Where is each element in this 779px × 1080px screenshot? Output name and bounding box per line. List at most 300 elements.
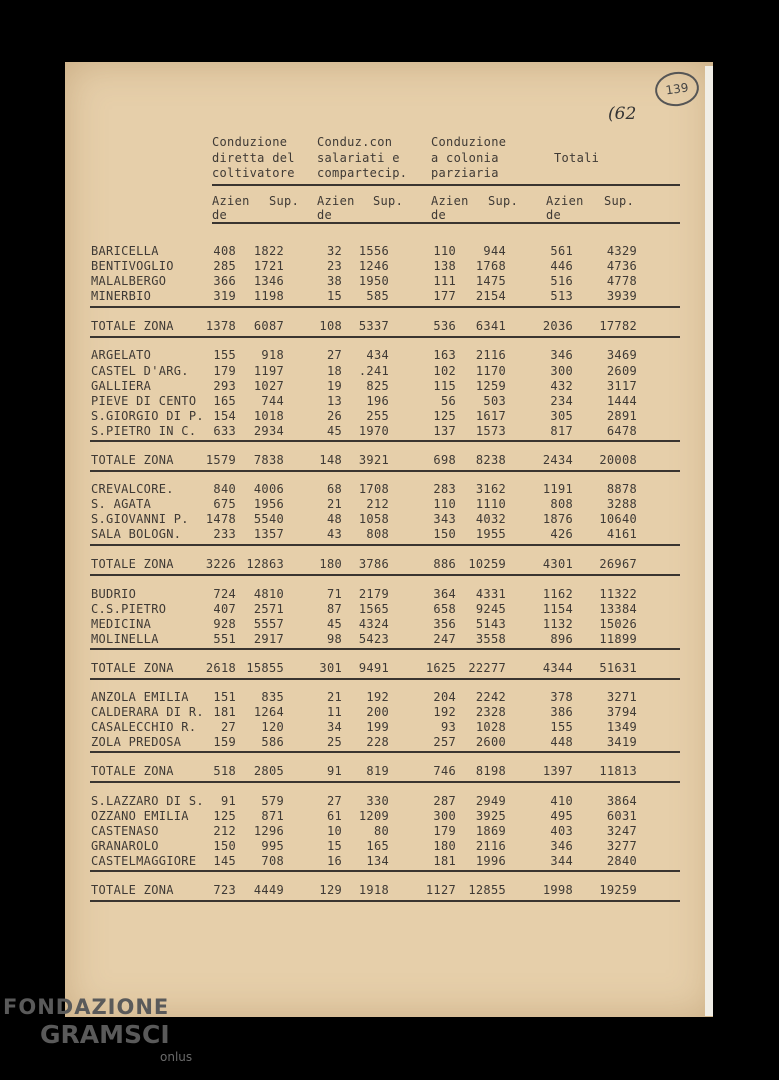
cell-sup-1: 1822 — [253, 244, 284, 258]
page-edge — [705, 66, 713, 1016]
cell-name: BENTIVOGLIO — [91, 259, 174, 273]
cell-azien-3: 364 — [433, 587, 456, 601]
cell-name: ANZOLA EMILIA — [91, 690, 189, 704]
cell-azien-2: 13 — [326, 394, 342, 408]
cell-sup-4: 15026 — [599, 617, 637, 631]
cell-azien-2: 87 — [326, 602, 342, 616]
cell-sup-3: 5143 — [475, 617, 506, 631]
cell-azien-2: 25 — [326, 735, 342, 749]
cell-azien-3: 658 — [433, 602, 456, 616]
cell-azien-3: 138 — [433, 259, 456, 273]
cell-sup-4: 51631 — [599, 661, 637, 675]
cell-sup-1: 1198 — [253, 289, 284, 303]
total-rule — [90, 574, 680, 576]
cell-sup-2: 1950 — [358, 274, 389, 288]
cell-sup-4: 3271 — [606, 690, 637, 704]
cell-azien-4: 1397 — [542, 764, 573, 778]
cell-azien-4: 403 — [550, 824, 573, 838]
cell-sup-2: 434 — [366, 348, 389, 362]
cell-sup-2: 2179 — [358, 587, 389, 601]
cell-azien-4: 448 — [550, 735, 573, 749]
cell-name: GALLIERA — [91, 379, 152, 393]
cell-sup-3: 1170 — [475, 364, 506, 378]
cell-azien-3: 1127 — [425, 883, 456, 897]
cell-sup-1: 2934 — [253, 424, 284, 438]
cell-azien-3: 125 — [433, 409, 456, 423]
cell-sup-4: 2891 — [606, 409, 637, 423]
cell-azien-1: 285 — [213, 259, 236, 273]
cell-sup-1: 918 — [261, 348, 284, 362]
cell-azien-1: 165 — [213, 394, 236, 408]
cell-sup-2: 585 — [366, 289, 389, 303]
cell-azien-3: 163 — [433, 348, 456, 362]
cell-sup-4: 2609 — [606, 364, 637, 378]
cell-azien-4: 1162 — [542, 587, 573, 601]
cell-azien-3: 56 — [440, 394, 456, 408]
cell-azien-1: 159 — [213, 735, 236, 749]
cell-azien-2: 21 — [326, 690, 342, 704]
cell-azien-3: 746 — [433, 764, 456, 778]
total-rule — [90, 870, 680, 872]
cell-sup-4: 10640 — [599, 512, 637, 526]
cell-azien-1: 91 — [220, 794, 236, 808]
subhead-sup-2: Sup. — [373, 194, 404, 208]
cell-azien-2: 71 — [326, 587, 342, 601]
cell-sup-3: 10259 — [468, 557, 506, 571]
cell-azien-3: 247 — [433, 632, 456, 646]
cell-sup-3: 1475 — [475, 274, 506, 288]
subheader-rule — [212, 222, 680, 224]
cell-azien-2: 34 — [326, 720, 342, 734]
cell-azien-1: 27 — [220, 720, 236, 734]
cell-azien-1: 1478 — [205, 512, 236, 526]
cell-sup-4: 20008 — [599, 453, 637, 467]
cell-sup-3: 1028 — [475, 720, 506, 734]
cell-sup-1: 1264 — [253, 705, 284, 719]
cell-sup-3: 1573 — [475, 424, 506, 438]
cell-sup-2: 1708 — [358, 482, 389, 496]
cell-sup-1: 4810 — [253, 587, 284, 601]
cell-azien-3: 886 — [433, 557, 456, 571]
subhead-sup-1: Sup. — [269, 194, 300, 208]
subhead-sup-4: Sup. — [604, 194, 635, 208]
cell-azien-4: 346 — [550, 348, 573, 362]
cell-sup-4: 11899 — [599, 632, 637, 646]
cell-name: TOTALE ZONA — [91, 453, 174, 467]
cell-azien-1: 155 — [213, 348, 236, 362]
cell-sup-1: 579 — [261, 794, 284, 808]
cell-sup-3: 1869 — [475, 824, 506, 838]
cell-name: TOTALE ZONA — [91, 319, 174, 333]
cell-sup-1: 12863 — [246, 557, 284, 571]
cell-azien-3: 179 — [433, 824, 456, 838]
subhead-de-2: de — [317, 208, 333, 222]
cell-sup-4: 13384 — [599, 602, 637, 616]
cell-name: TOTALE ZONA — [91, 883, 174, 897]
cell-azien-2: 98 — [326, 632, 342, 646]
cell-sup-1: 744 — [261, 394, 284, 408]
cell-azien-2: 301 — [319, 661, 342, 675]
cell-sup-4: 26967 — [599, 557, 637, 571]
cell-azien-4: 346 — [550, 839, 573, 853]
cell-name: TOTALE ZONA — [91, 557, 174, 571]
cell-sup-2: 819 — [366, 764, 389, 778]
cell-azien-3: 181 — [433, 854, 456, 868]
cell-sup-2: 1556 — [358, 244, 389, 258]
cell-sup-4: 11322 — [599, 587, 637, 601]
cell-azien-2: 11 — [326, 705, 342, 719]
cell-sup-4: 19259 — [599, 883, 637, 897]
cell-name: CASTELMAGGIORE — [91, 854, 197, 868]
cell-sup-1: 1956 — [253, 497, 284, 511]
cell-azien-4: 561 — [550, 244, 573, 258]
watermark-line2: GRAMSCI — [40, 1020, 170, 1049]
header-col1-l3: coltivatore — [212, 166, 295, 180]
cell-sup-4: 1349 — [606, 720, 637, 734]
cell-azien-3: 137 — [433, 424, 456, 438]
cell-azien-3: 204 — [433, 690, 456, 704]
cell-azien-3: 111 — [433, 274, 456, 288]
cell-sup-2: .241 — [358, 364, 389, 378]
subhead-de-1: de — [212, 208, 228, 222]
archive-stamp: 139 — [653, 69, 701, 109]
cell-sup-1: 708 — [261, 854, 284, 868]
cell-azien-4: 426 — [550, 527, 573, 541]
cell-name: CASTENASO — [91, 824, 159, 838]
cell-sup-1: 1721 — [253, 259, 284, 273]
total-rule — [90, 306, 680, 308]
cell-sup-1: 586 — [261, 735, 284, 749]
cell-azien-2: 23 — [326, 259, 342, 273]
subhead-de-4: de — [546, 208, 562, 222]
cell-azien-1: 366 — [213, 274, 236, 288]
cell-sup-3: 2116 — [475, 839, 506, 853]
cell-sup-2: 1246 — [358, 259, 389, 273]
cell-azien-4: 808 — [550, 497, 573, 511]
header-col1-l2: diretta del — [212, 151, 295, 165]
cell-name: S.PIETRO IN C. — [91, 424, 197, 438]
header-col1-l1: Conduzione — [212, 135, 288, 149]
total-rule — [90, 440, 680, 442]
cell-azien-4: 4301 — [542, 557, 573, 571]
cell-azien-2: 16 — [326, 854, 342, 868]
subhead-azien-3: Azien — [431, 194, 469, 208]
cell-sup-4: 3864 — [606, 794, 637, 808]
cell-azien-4: 1154 — [542, 602, 573, 616]
cell-azien-3: 102 — [433, 364, 456, 378]
cell-sup-3: 3162 — [475, 482, 506, 496]
cell-name: S.GIOVANNI P. — [91, 512, 189, 526]
cell-name: GRANAROLO — [91, 839, 159, 853]
cell-azien-4: 1191 — [542, 482, 573, 496]
cell-sup-4: 3469 — [606, 348, 637, 362]
cell-azien-4: 1132 — [542, 617, 573, 631]
cell-azien-1: 3226 — [205, 557, 236, 571]
cell-azien-1: 407 — [213, 602, 236, 616]
cell-name: MALALBERGO — [91, 274, 167, 288]
cell-azien-3: 93 — [440, 720, 456, 734]
cell-azien-1: 551 — [213, 632, 236, 646]
header-col4: Totali — [554, 151, 600, 165]
header-col2-l3: compartecip. — [317, 166, 408, 180]
cell-sup-3: 9245 — [475, 602, 506, 616]
cell-sup-3: 6341 — [475, 319, 506, 333]
cell-sup-4: 2840 — [606, 854, 637, 868]
cell-sup-3: 4331 — [475, 587, 506, 601]
cell-sup-3: 12855 — [468, 883, 506, 897]
cell-sup-2: 1058 — [358, 512, 389, 526]
cell-azien-4: 155 — [550, 720, 573, 734]
subhead-azien-1: Azien — [212, 194, 250, 208]
cell-name: BUDRIO — [91, 587, 137, 601]
header-col3-l3: parziaria — [431, 166, 499, 180]
total-rule — [90, 544, 680, 546]
cell-name: CALDERARA DI R. — [91, 705, 204, 719]
cell-sup-2: 165 — [366, 839, 389, 853]
cell-azien-4: 344 — [550, 854, 573, 868]
subhead-azien-2: Azien — [317, 194, 355, 208]
cell-azien-2: 21 — [326, 497, 342, 511]
cell-azien-2: 18 — [326, 364, 342, 378]
cell-azien-3: 115 — [433, 379, 456, 393]
cell-azien-1: 840 — [213, 482, 236, 496]
cell-azien-3: 150 — [433, 527, 456, 541]
cell-sup-4: 3247 — [606, 824, 637, 838]
header-col3-l1: Conduzione — [431, 135, 507, 149]
cell-sup-4: 3939 — [606, 289, 637, 303]
cell-sup-3: 4032 — [475, 512, 506, 526]
cell-sup-1: 2917 — [253, 632, 284, 646]
cell-azien-1: 928 — [213, 617, 236, 631]
cell-sup-2: 192 — [366, 690, 389, 704]
cell-sup-1: 4006 — [253, 482, 284, 496]
cell-azien-2: 26 — [326, 409, 342, 423]
cell-sup-4: 11813 — [599, 764, 637, 778]
cell-sup-3: 22277 — [468, 661, 506, 675]
cell-azien-1: 293 — [213, 379, 236, 393]
cell-azien-4: 495 — [550, 809, 573, 823]
cell-sup-2: 1918 — [358, 883, 389, 897]
cell-sup-2: 196 — [366, 394, 389, 408]
cell-azien-2: 27 — [326, 794, 342, 808]
subhead-de-3: de — [431, 208, 447, 222]
subhead-azien-4: Azien — [546, 194, 584, 208]
cell-azien-1: 154 — [213, 409, 236, 423]
cell-sup-4: 4329 — [606, 244, 637, 258]
cell-azien-1: 1579 — [205, 453, 236, 467]
cell-name: ZOLA PREDOSA — [91, 735, 182, 749]
cell-sup-4: 17782 — [599, 319, 637, 333]
cell-sup-1: 6087 — [253, 319, 284, 333]
cell-sup-1: 995 — [261, 839, 284, 853]
cell-sup-2: 1209 — [358, 809, 389, 823]
cell-name: ARGELATO — [91, 348, 152, 362]
cell-sup-1: 7838 — [253, 453, 284, 467]
total-rule — [90, 900, 680, 902]
cell-azien-4: 410 — [550, 794, 573, 808]
cell-sup-4: 8878 — [606, 482, 637, 496]
cell-sup-3: 503 — [483, 394, 506, 408]
cell-sup-1: 871 — [261, 809, 284, 823]
cell-azien-3: 287 — [433, 794, 456, 808]
cell-azien-4: 1876 — [542, 512, 573, 526]
cell-sup-2: 199 — [366, 720, 389, 734]
cell-sup-1: 1357 — [253, 527, 284, 541]
cell-sup-2: 212 — [366, 497, 389, 511]
subhead-sup-3: Sup. — [488, 194, 519, 208]
cell-azien-4: 305 — [550, 409, 573, 423]
cell-sup-1: 835 — [261, 690, 284, 704]
cell-sup-4: 4778 — [606, 274, 637, 288]
total-rule — [90, 781, 680, 783]
cell-azien-1: 179 — [213, 364, 236, 378]
cell-sup-3: 8238 — [475, 453, 506, 467]
cell-name: CASTEL D'ARG. — [91, 364, 189, 378]
cell-sup-2: 4324 — [358, 617, 389, 631]
cell-sup-4: 1444 — [606, 394, 637, 408]
cell-sup-1: 5540 — [253, 512, 284, 526]
cell-azien-4: 2434 — [542, 453, 573, 467]
cell-sup-2: 808 — [366, 527, 389, 541]
cell-azien-2: 68 — [326, 482, 342, 496]
cell-azien-2: 129 — [319, 883, 342, 897]
cell-sup-3: 944 — [483, 244, 506, 258]
cell-sup-3: 2242 — [475, 690, 506, 704]
cell-azien-1: 145 — [213, 854, 236, 868]
cell-sup-1: 1027 — [253, 379, 284, 393]
cell-azien-3: 698 — [433, 453, 456, 467]
page-number: (62 — [608, 104, 637, 124]
cell-azien-2: 15 — [326, 289, 342, 303]
cell-azien-2: 180 — [319, 557, 342, 571]
cell-azien-2: 15 — [326, 839, 342, 853]
cell-azien-3: 536 — [433, 319, 456, 333]
cell-azien-3: 356 — [433, 617, 456, 631]
cell-azien-4: 1998 — [542, 883, 573, 897]
cell-azien-2: 48 — [326, 512, 342, 526]
cell-sup-2: 3786 — [358, 557, 389, 571]
cell-azien-3: 192 — [433, 705, 456, 719]
cell-sup-3: 2116 — [475, 348, 506, 362]
cell-name: CREVALCORE. — [91, 482, 174, 496]
cell-sup-4: 4161 — [606, 527, 637, 541]
cell-sup-2: 228 — [366, 735, 389, 749]
cell-name: S.LAZZARO DI S. — [91, 794, 204, 808]
cell-sup-2: 134 — [366, 854, 389, 868]
cell-azien-4: 446 — [550, 259, 573, 273]
cell-sup-2: 200 — [366, 705, 389, 719]
cell-azien-1: 212 — [213, 824, 236, 838]
cell-sup-2: 1565 — [358, 602, 389, 616]
cell-azien-1: 233 — [213, 527, 236, 541]
cell-sup-4: 6478 — [606, 424, 637, 438]
cell-azien-2: 91 — [326, 764, 342, 778]
cell-azien-2: 27 — [326, 348, 342, 362]
cell-name: MEDICINA — [91, 617, 152, 631]
cell-azien-4: 300 — [550, 364, 573, 378]
cell-name: PIEVE DI CENTO — [91, 394, 197, 408]
total-rule — [90, 470, 680, 472]
cell-name: CASALECCHIO R. — [91, 720, 197, 734]
cell-sup-3: 2949 — [475, 794, 506, 808]
header-col2-l1: Conduz.con — [317, 135, 393, 149]
cell-azien-2: 19 — [326, 379, 342, 393]
cell-azien-1: 633 — [213, 424, 236, 438]
cell-sup-3: 2600 — [475, 735, 506, 749]
cell-sup-2: 825 — [366, 379, 389, 393]
cell-azien-2: 10 — [326, 824, 342, 838]
cell-azien-4: 234 — [550, 394, 573, 408]
cell-name: C.S.PIETRO — [91, 602, 167, 616]
cell-name: MOLINELLA — [91, 632, 159, 646]
cell-azien-3: 177 — [433, 289, 456, 303]
cell-azien-1: 2618 — [205, 661, 236, 675]
cell-azien-2: 38 — [326, 274, 342, 288]
cell-azien-4: 4344 — [542, 661, 573, 675]
cell-azien-3: 110 — [433, 244, 456, 258]
cell-azien-4: 817 — [550, 424, 573, 438]
cell-sup-3: 2328 — [475, 705, 506, 719]
cell-sup-3: 1955 — [475, 527, 506, 541]
cell-name: TOTALE ZONA — [91, 764, 174, 778]
cell-sup-2: 1970 — [358, 424, 389, 438]
cell-azien-1: 1378 — [205, 319, 236, 333]
cell-azien-2: 43 — [326, 527, 342, 541]
cell-name: S.GIORGIO DI P. — [91, 409, 204, 423]
cell-azien-2: 45 — [326, 617, 342, 631]
cell-azien-1: 518 — [213, 764, 236, 778]
cell-sup-2: 80 — [373, 824, 389, 838]
cell-azien-3: 283 — [433, 482, 456, 496]
cell-azien-4: 386 — [550, 705, 573, 719]
cell-azien-3: 110 — [433, 497, 456, 511]
cell-name: OZZANO EMILIA — [91, 809, 189, 823]
cell-sup-3: 1110 — [475, 497, 506, 511]
cell-sup-1: 1197 — [253, 364, 284, 378]
cell-azien-2: 108 — [319, 319, 342, 333]
cell-sup-1: 5557 — [253, 617, 284, 631]
total-rule — [90, 751, 680, 753]
cell-azien-1: 151 — [213, 690, 236, 704]
cell-sup-2: 9491 — [358, 661, 389, 675]
cell-name: BARICELLA — [91, 244, 159, 258]
cell-sup-3: 1617 — [475, 409, 506, 423]
cell-azien-4: 513 — [550, 289, 573, 303]
cell-name: SALA BOLOGN. — [91, 527, 182, 541]
cell-azien-4: 896 — [550, 632, 573, 646]
cell-sup-1: 2571 — [253, 602, 284, 616]
cell-azien-1: 675 — [213, 497, 236, 511]
cell-sup-2: 3921 — [358, 453, 389, 467]
cell-azien-4: 2036 — [542, 319, 573, 333]
cell-sup-4: 3277 — [606, 839, 637, 853]
cell-sup-2: 255 — [366, 409, 389, 423]
cell-azien-1: 125 — [213, 809, 236, 823]
cell-sup-1: 2805 — [253, 764, 284, 778]
cell-sup-3: 3925 — [475, 809, 506, 823]
cell-sup-3: 1259 — [475, 379, 506, 393]
cell-azien-3: 1625 — [425, 661, 456, 675]
cell-azien-2: 45 — [326, 424, 342, 438]
cell-sup-3: 1768 — [475, 259, 506, 273]
total-rule — [90, 648, 680, 650]
cell-sup-2: 330 — [366, 794, 389, 808]
cell-sup-1: 120 — [261, 720, 284, 734]
cell-azien-1: 319 — [213, 289, 236, 303]
cell-sup-4: 4736 — [606, 259, 637, 273]
total-rule — [90, 336, 680, 338]
header-rule — [212, 184, 680, 186]
